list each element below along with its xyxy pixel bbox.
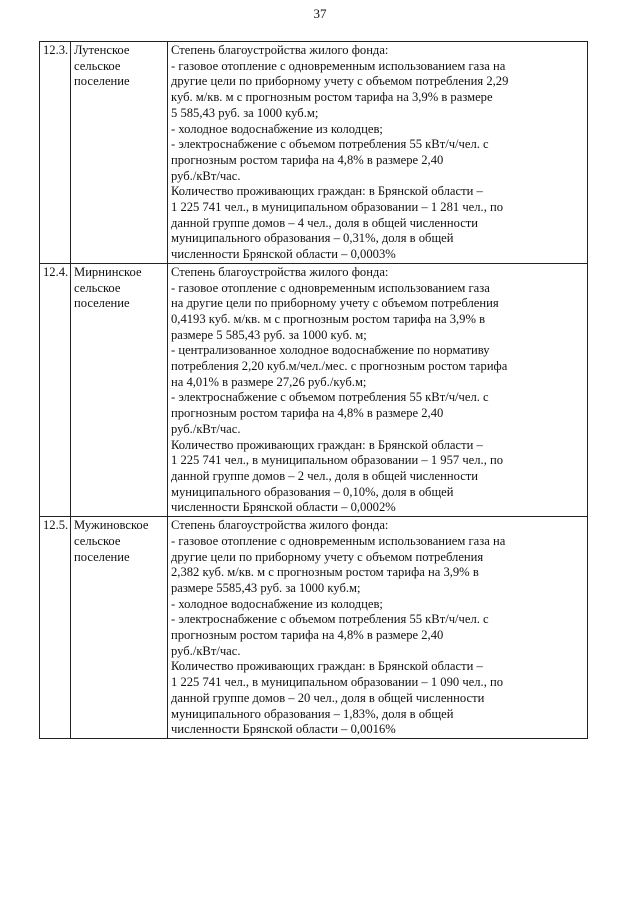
table-row — [40, 517, 588, 739]
settlement-name — [71, 42, 168, 264]
settlement-description — [168, 517, 588, 739]
text-line: - холодное водоснабжение из колодцев; — [171, 596, 383, 611]
text-line: сельское — [74, 58, 121, 73]
text-line: - электроснабжение с объемом потребления 55 кВт/ч/чел. с — [171, 612, 489, 627]
text-line: муниципального образования – 1,83%, доля в общей — [171, 706, 454, 721]
text-line: другие цели по приборному учету с объемом потребления 2,29 — [171, 74, 509, 89]
text-line: муниципального образования – 0,10%, доля в общей — [171, 484, 454, 499]
text-line: Мужиновское — [74, 518, 149, 533]
text-line: 2,382 куб. м/кв. м с прогнозным ростом тарифа на 3,9% в — [171, 565, 479, 580]
row-number: 12.3. — [40, 42, 71, 264]
settlement-description — [168, 263, 588, 516]
text-line: потребления 2,20 куб.м/чел./мес. с прогнозным ростом тарифа — [171, 359, 508, 374]
text-line: 1 225 741 чел., в муниципальном образовании – 1 281 чел., по — [171, 200, 504, 215]
text-line: куб. м/кв. м с прогнозным ростом тарифа на 3,9% в размере — [171, 90, 493, 105]
text-line: - холодное водоснабжение из колодцев; — [171, 121, 383, 136]
text-line: численности Брянской области – 0,0002% — [171, 500, 396, 515]
table-row — [40, 263, 588, 516]
text-line: размере 5585,43 руб. за 1000 куб.м; — [171, 580, 361, 595]
settlements-table — [39, 41, 588, 739]
text-line: 0,4193 куб. м/кв. м с прогнозным ростом тарифа на 3,9% в — [171, 311, 486, 326]
text-line: поселение — [74, 74, 130, 89]
text-line: Степень благоустройства жилого фонда: — [171, 43, 389, 57]
text-line: прогнозным ростом тарифа на 4,8% в размере 2,40 — [171, 406, 444, 421]
text-line: 5 585,43 руб. за 1000 куб.м; — [171, 105, 319, 120]
text-line: данной группе домов – 2 чел., доля в общей численности — [171, 468, 479, 483]
text-line: размере 5 585,43 руб. за 1000 куб. м; — [171, 327, 367, 342]
text-line: прогнозным ростом тарифа на 4,8% в размере 2,40 — [171, 152, 444, 167]
text-line: руб./кВт/час. — [171, 643, 241, 658]
settlement-description — [168, 42, 588, 264]
text-line: на 4,01% в размере 27,26 руб./куб.м; — [171, 374, 367, 389]
text-line: другие цели по приборному учету с объемом потребления — [171, 549, 484, 564]
text-line: Мирнинское — [74, 264, 142, 279]
page-number: 37 — [313, 6, 327, 21]
table-row — [40, 42, 588, 264]
text-line: 1 225 741 чел., в муниципальном образовании – 1 957 чел., по — [171, 453, 504, 468]
text-line: - электроснабжение с объемом потребления 55 кВт/ч/чел. с — [171, 137, 489, 152]
text-line: сельское — [74, 533, 121, 548]
text-line: данной группе домов – 20 чел., доля в общей численности — [171, 690, 485, 705]
text-line: - газовое отопление с одновременным использованием газа на — [171, 58, 506, 73]
text-line: Количество проживающих граждан: в Брянской области – — [171, 437, 483, 452]
text-line: Количество проживающих граждан: в Брянской области – — [171, 184, 483, 199]
text-line: данной группе домов – 4 чел., доля в общей численности — [171, 215, 479, 230]
text-line: Степень благоустройства жилого фонда: — [171, 264, 389, 279]
text-line: Степень благоустройства жилого фонда: — [171, 518, 389, 533]
text-line: Лутенское — [74, 43, 130, 57]
settlement-name — [71, 517, 168, 739]
table-body — [40, 42, 588, 739]
text-line: на другие цели по приборному учету с объемом потребления — [171, 296, 499, 311]
text-line: - газовое отопление с одновременным использованием газа на — [171, 533, 506, 548]
text-line: прогнозным ростом тарифа на 4,8% в размере 2,40 — [171, 628, 444, 643]
text-line: муниципального образования – 0,31%, доля в общей — [171, 231, 454, 246]
row-number: 12.4. — [40, 263, 71, 516]
text-line: руб./кВт/час. — [171, 168, 241, 183]
settlement-name — [71, 263, 168, 516]
text-line: - электроснабжение с объемом потребления 55 кВт/ч/чел. с — [171, 390, 489, 405]
text-line: сельское — [74, 280, 121, 295]
text-line: численности Брянской области – 0,0016% — [171, 722, 396, 737]
text-line: численности Брянской области – 0,0003% — [171, 247, 396, 262]
text-line: поселение — [74, 549, 130, 564]
row-number: 12.5. — [40, 517, 71, 739]
text-line: 1 225 741 чел., в муниципальном образовании – 1 090 чел., по — [171, 675, 504, 690]
text-line: - газовое отопление с одновременным использованием газа — [171, 280, 490, 295]
text-line: поселение — [74, 296, 130, 311]
text-line: руб./кВт/час. — [171, 421, 241, 436]
text-line: - централизованное холодное водоснабжение по нормативу — [171, 343, 490, 358]
text-line: Количество проживающих граждан: в Брянской области – — [171, 659, 483, 674]
